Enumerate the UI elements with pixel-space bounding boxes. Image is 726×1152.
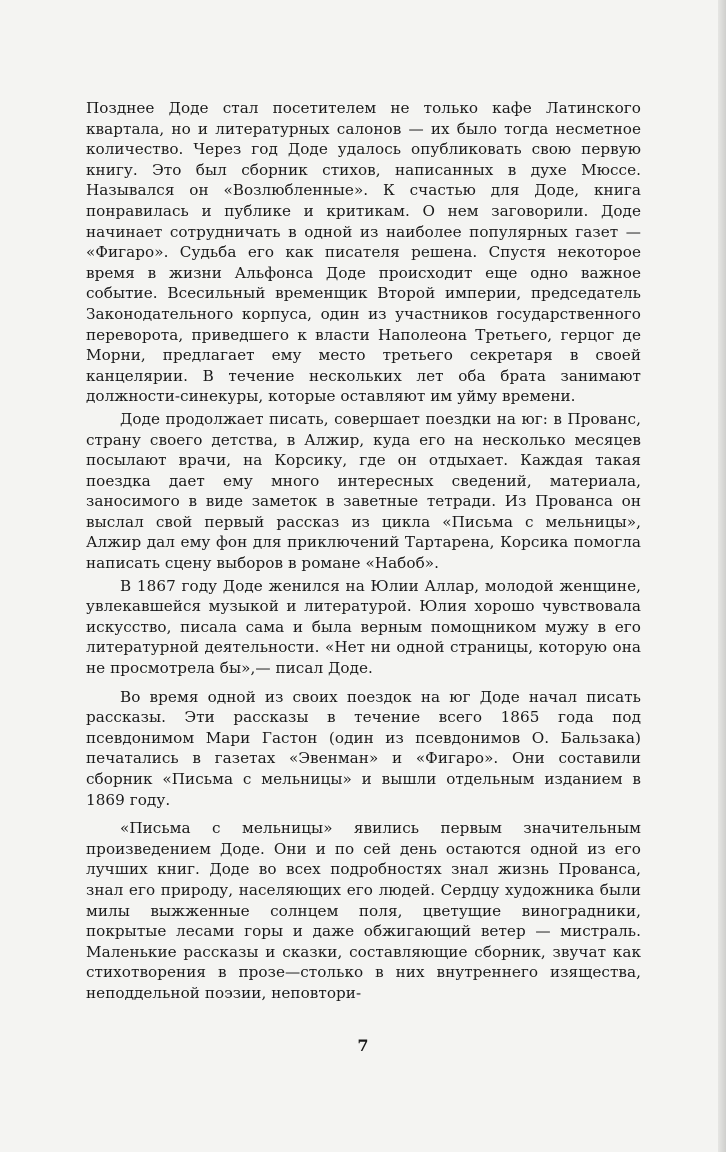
- paragraph-5: «Письма с мельницы» явились первым значительным произведением Доде. Они и по сей день остаются одной из его лучших книг. Доде во всех подробностях знал жизнь Прованса, знал его природу, населяющих его людей. Сердцу художника были милы выжженные солнцем поля, цветущие виноградники, покрытые лесами горы и даже обжигающий ветер — мистраль. Маленькие рассказы и сказки, составляющие сборник, звучат как стихотворения в прозе—столько в них внутреннего изящества, неподдельной поэзии, неповтори-: [86, 819, 641, 1002]
- page-edge: [718, 0, 726, 1152]
- paragraph-2: Доде продолжает писать, совершает поездки на юг: в Прованс, страну своего детства, в Алжир, куда его на несколько месяцев посылают врачи, на Корсику, где он отдыхает. Каждая такая поездка дает ему много интересных сведений, материала, заносимого в виде заметок в заветные тетради. Из Прованса он выслал свой первый рассказ из цикла «Письма с мельницы», Алжир дал ему фон для приключений Тартарена, Корсика помогла написать сцену выборов в романе «Набоб».: [86, 409, 641, 573]
- body-text: [86, 98, 641, 1004]
- paragraph-3: В 1867 году Доде женился на Юлии Аллар, молодой женщине, увлекавшейся музыкой и литературой. Юлия хорошо чувствовала искусство, писала сама и была верным помощником мужу в его литературной деятельности. «Нет ни одной страницы, которую она не просмотрела бы»,— писал Доде.: [86, 576, 641, 678]
- paragraph-4: Во время одной из своих поездок на юг Доде начал писать рассказы. Эти рассказы в течение всего 1865 года под псевдонимом Мари Гастон (один из псевдонимов О. Бальзака) печатались в газетах «Эвенман» и «Фигаро». Они составили сборник «Письма с мельницы» и вышли отдельным изданием в 1869 году.: [86, 687, 641, 809]
- page-number: 7: [357, 1036, 369, 1055]
- paragraph-1: Позднее Доде стал посетителем не только кафе Латинского квартала, но и литературных салонов — их было тогда несметное количество. Через год Доде удалось опубликовать свою первую книгу. Это был сборник стихов, написанных в духе Мюссе. Назывался он «Возлюбленные». К счастью для Доде, книга понравилась и публике и критикам. О нем заговорили. Доде начинает сотрудничать в одной из наиболее популярных газет — «Фигаро». Судьба его как писателя решена. Спустя некоторое время в жизни Альфонса Доде происходит еще одно важное событие. Всесильный временщик Второй империи, председатель Законодательного корпуса, один из участников государственного переворота, приведшего к власти Наполеона Третьего, герцог де Морни, предлагает ему место третьего секретаря в своей канцелярии. В течение нескольких лет оба брата занимают должности-синекуры, которые оставляют им уйму времени.: [86, 99, 641, 406]
